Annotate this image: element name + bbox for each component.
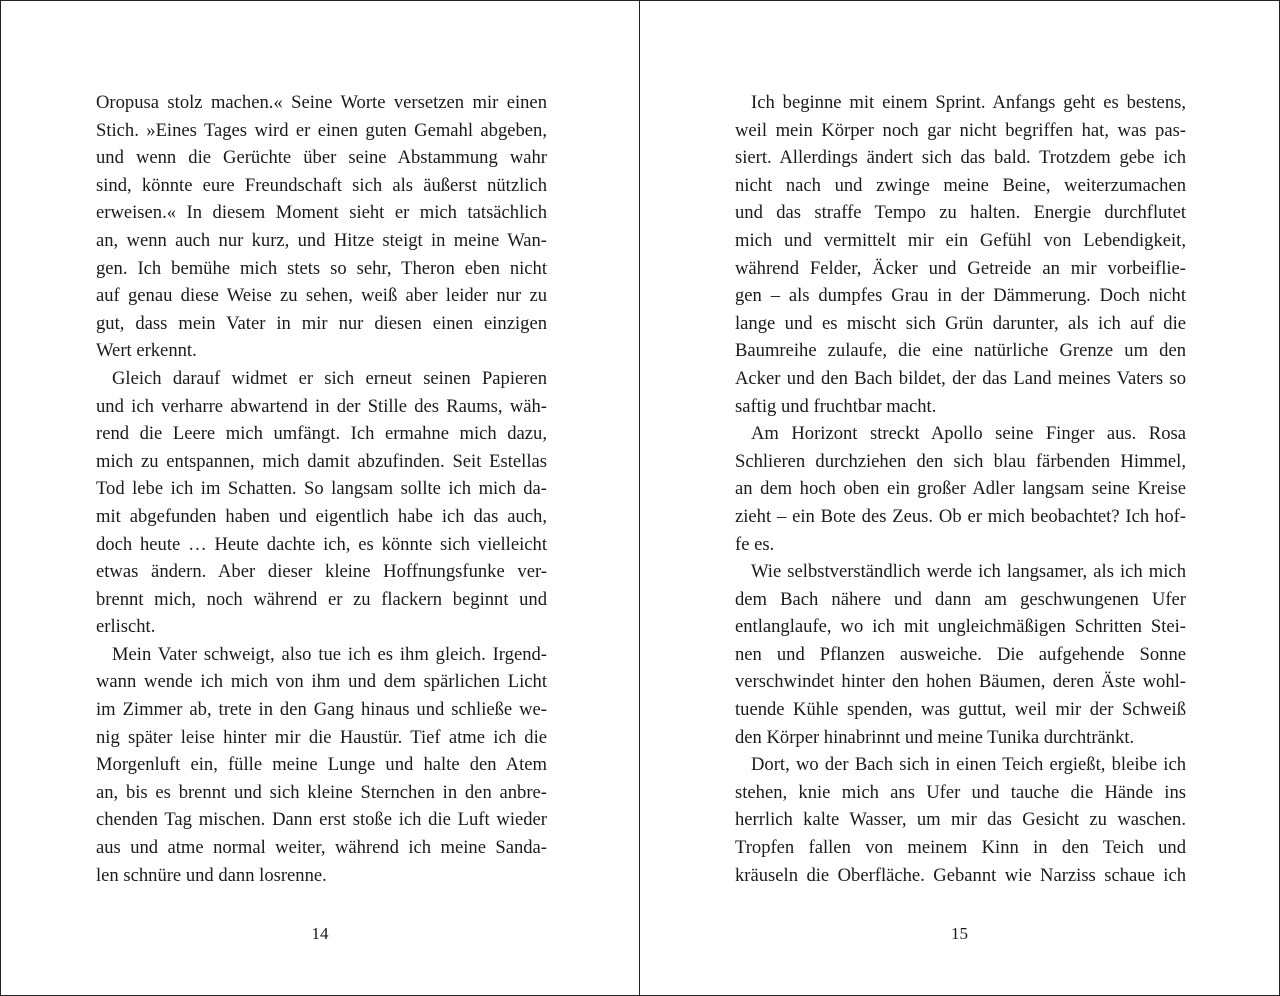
text-line: Stich. »Eines Tages wird er einen guten Gemahl abgeben,: [96, 119, 547, 141]
text-line: kräuseln die Oberfläche. Gebannt wie Narziss schaue ich: [735, 864, 1186, 886]
text-line: Morgenluft ein, fülle meine Lunge und halte den Atem: [96, 754, 547, 776]
text-line: und wenn die Gerüchte über seine Abstammung wahr: [96, 147, 547, 169]
right-page-number: 15: [951, 924, 968, 943]
text-line: während Felder, Äcker und Getreide an mir vorbeiflie-: [735, 257, 1186, 279]
text-line: Gleich darauf widmet er sich erneut seinen Papieren: [112, 367, 547, 389]
text-line: entlanglaufe, wo ich mit ungleichmäßigen Schritten Stei-: [735, 616, 1186, 638]
text-line: an, bis es brennt und sich kleine Sternchen in den anbre-: [96, 781, 547, 803]
text-line: Baumreihe zulaufe, die eine natürliche Grenze um den: [735, 340, 1186, 362]
text-line: Dort, wo der Bach sich in einen Teich ergießt, bleibe ich: [751, 754, 1186, 776]
text-line: Tropfen fallen von meinem Kinn in den Teich und: [735, 837, 1186, 859]
text-line: gen. Ich bemühe mich stets so sehr, Theron eben nicht: [96, 257, 547, 279]
text-line: an dem hoch oben ein großer Adler langsam seine Kreise: [735, 478, 1186, 500]
text-line: saftig und fruchtbar macht.: [735, 395, 937, 417]
text-line: zieht – ein Bote des Zeus. Ob er mich beobachtet? Ich hof-: [735, 505, 1186, 527]
text-line: gen – als dumpfes Grau in der Dämmerung. Doch nicht: [735, 285, 1186, 307]
text-line: im Zimmer ab, trete in den Gang hinaus und schließe we-: [96, 699, 547, 721]
text-line: an, wenn auch nur kurz, und Hitze steigt in meine Wan-: [96, 229, 547, 251]
text-line: erweisen.« In diesem Moment sieht er mich tatsächlich: [96, 202, 547, 224]
text-line: mit abgefunden haben und eigentlich habe ich das auch,: [96, 505, 547, 527]
text-line: dem Bach nähere und dann am geschwungenen Ufer: [735, 588, 1186, 610]
text-line: und das straffe Tempo zu halten. Energie durchflutet: [735, 202, 1186, 224]
text-line: sind, könnte eure Freundschaft sich als äußerst nützlich: [96, 174, 547, 196]
text-line: aus und atme normal weiter, während ich meine Sanda-: [96, 837, 547, 859]
text-line: weil mein Körper noch gar nicht begriffen hat, was pas-: [735, 119, 1186, 141]
text-line: auf genau diese Weise zu sehen, weiß aber leider nur zu: [96, 285, 547, 307]
text-line: Ich beginne mit einem Sprint. Anfangs geht es bestens,: [751, 92, 1186, 113]
text-line: Schlieren durchziehen den sich blau färbenden Himmel,: [735, 450, 1186, 472]
text-line: Wert erkennt.: [96, 340, 197, 362]
text-line: len schnüre und dann losrenne.: [96, 864, 327, 886]
text-line: doch heute … Heute dachte ich, es könnte sich vielleicht: [96, 533, 547, 555]
text-line: stehen, knie mich ans Ufer und tauche die Hände ins: [735, 781, 1186, 803]
text-line: herrlich kalte Wasser, um mir das Gesicht zu waschen.: [735, 809, 1186, 831]
text-line: siert. Allerdings ändert sich das bald. Trotzdem gebe ich: [735, 147, 1186, 169]
text-line: etwas ändern. Aber dieser kleine Hoffnungsfunke ver-: [96, 561, 547, 583]
text-line: lange und es mischt sich Grün darunter, als ich auf die: [735, 312, 1186, 334]
text-line: nicht nach und zwinge meine Beine, weiterzumachen: [735, 174, 1186, 196]
text-line: rend die Leere mich umfängt. Ich ermahne mich dazu,: [96, 423, 547, 445]
left-page-text: [96, 89, 547, 889]
text-line: gut, dass mein Vater in mir nur diesen einen einzigen: [96, 312, 547, 334]
text-line: und ich verharre abwartend in der Stille des Raums, wäh-: [96, 395, 547, 417]
text-line: Wie selbstverständlich werde ich langsamer, als ich mich: [751, 561, 1186, 583]
right-page-text: [735, 89, 1186, 889]
text-line: mich und vermittelt mir ein Gefühl von Lebendigkeit,: [735, 229, 1186, 251]
text-line: Oropusa stolz machen.« Seine Worte versetzen mir einen: [96, 92, 547, 113]
text-line: tuende Kühle spenden, was guttut, weil mir der Schweiß: [735, 699, 1186, 721]
text-line: fe es.: [735, 533, 775, 555]
text-line: Acker und den Bach bildet, der das Land meines Vaters so: [735, 367, 1186, 389]
text-line: erlischt.: [96, 616, 156, 638]
text-line: verschwindet hinter den hohen Bäumen, deren Äste wohl-: [735, 671, 1186, 693]
text-line: Am Horizont streckt Apollo seine Finger aus. Rosa: [751, 423, 1186, 445]
text-line: Mein Vater schweigt, also tue ich es ihm gleich. Irgend-: [112, 643, 547, 665]
text-line: Tod lebe ich im Schatten. So langsam sollte ich mich da-: [96, 478, 547, 500]
text-line: brennt mich, noch während er zu flackern beginnt und: [96, 588, 547, 610]
left-page-number: 14: [311, 924, 329, 943]
text-line: den Körper hinabrinnt und meine Tunika durchtränkt.: [735, 726, 1135, 748]
text-line: nen und Pflanzen ausweiche. Die aufgehende Sonne: [735, 643, 1186, 665]
text-line: mich zu entspannen, mich damit abzufinden. Seit Estellas: [96, 450, 547, 472]
text-line: chenden Tag mischen. Dann erst stoße ich die Luft wieder: [96, 809, 547, 831]
left-page: [1, 1, 640, 995]
right-page: [640, 1, 1279, 995]
text-line: wann wende ich mich von ihm und dem spärlichen Licht: [96, 671, 547, 693]
text-line: nig später leise hinter mir die Haustür. Tief atme ich die: [96, 726, 547, 748]
